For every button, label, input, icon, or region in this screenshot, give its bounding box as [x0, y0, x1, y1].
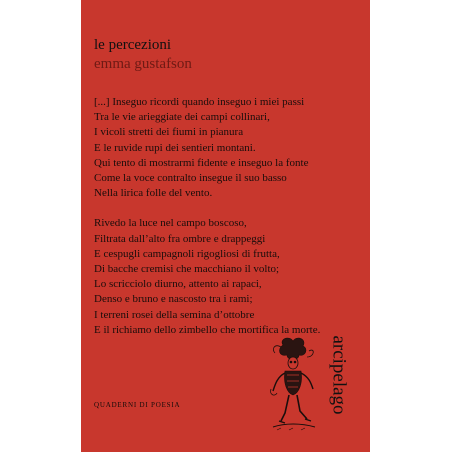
poem-line: E il richiamo dello zimbello che mortifica la morte. [94, 323, 321, 336]
poem-line: Nella lirica folle del vento. [94, 187, 213, 200]
publisher-name: arcipelago [328, 335, 350, 415]
poem-line: Lo scricciolo diurno, attento ai rapaci, [94, 278, 262, 291]
book-cover [81, 0, 370, 452]
poem-line: Qui tento di mostrarmi fidente e inseguo la fonte [94, 156, 309, 169]
poem-stanza [94, 95, 364, 201]
poem-line: Rivedo la luce nel campo boscoso, [94, 217, 247, 230]
poem-excerpt [94, 95, 364, 353]
poem-line: Di bacche cremisi che macchiano il volto; [94, 263, 280, 276]
poem-line: Filtrata dall’alto fra ombre e drappeggi [94, 232, 266, 245]
poem-line: Tra le vie arieggiate dei campi collinari, [94, 111, 270, 124]
publisher-logo [321, 335, 357, 415]
poem-line: E cespugli campagnoli rigogliosi di frutta, [94, 247, 280, 260]
poem-line: Denso e bruno e nascosto tra i rami; [94, 293, 253, 306]
poem-line: Come la voce contralto insegue il suo basso [94, 172, 287, 185]
poem-line: I terreni rosei della semina d’ottobre [94, 308, 255, 321]
book-author: emma gustafson [94, 56, 192, 72]
series-name: QUADERNI DI POESIA [94, 401, 181, 409]
woodcut-figure-illustration [269, 335, 317, 433]
book-title: le percezioni [94, 37, 172, 53]
poem-line: [...] Inseguo ricordi quando inseguo i miei passi [94, 96, 305, 108]
poem-stanza [94, 216, 364, 338]
poem-line: E le ruvide rupi dei sentieri montani. [94, 141, 256, 154]
poem-line: I vicoli stretti dei fiumi in pianura [94, 126, 244, 139]
